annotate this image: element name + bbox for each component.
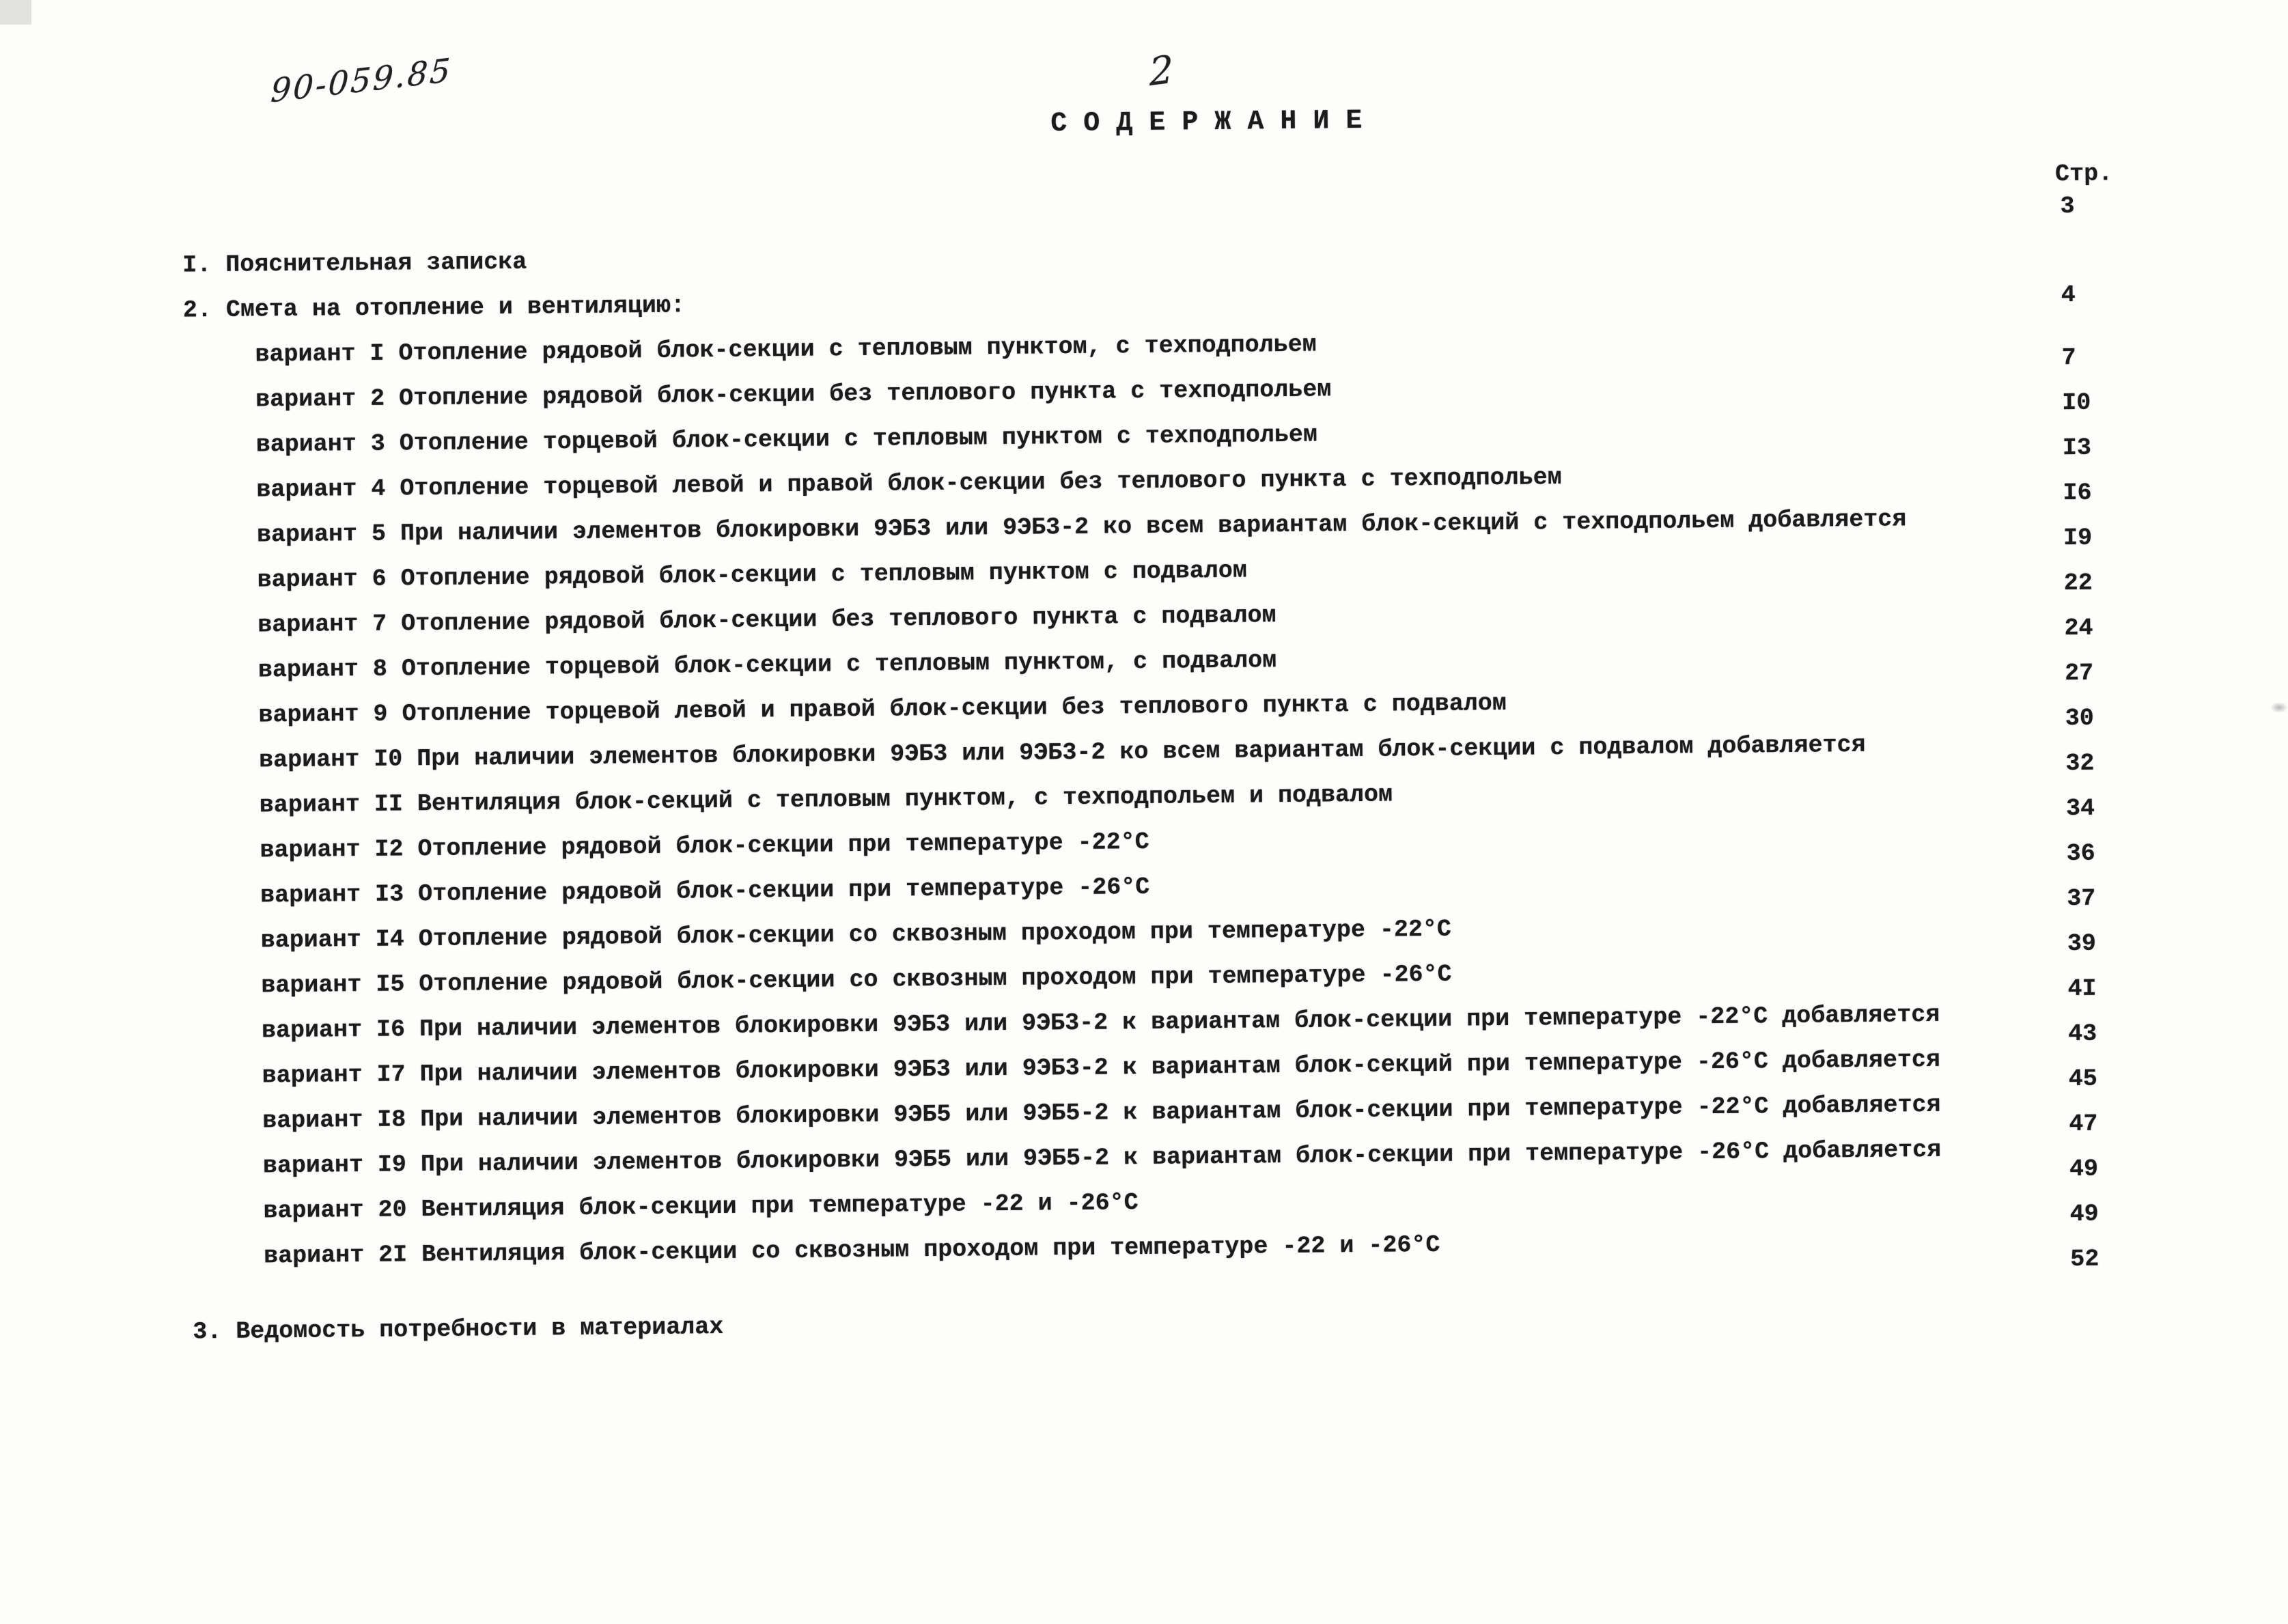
toc-entry-label: вариант 4 Отопление торцевой левой и правой блок-секции без теплового пункта с техподпольем (256, 464, 1562, 504)
toc-entry-page: 52 (2070, 1245, 2099, 1274)
toc-entry-label: 3. Ведомость потребности в материалах (193, 1313, 724, 1346)
toc-entry-page: I9 (2063, 524, 2093, 552)
toc-entry-label: вариант 9 Отопление торцевой левой и правой блок-секции без теплового пункта с подвалом (258, 689, 1507, 729)
toc-entry-page: 7 (2061, 344, 2076, 372)
toc-entry-page: 32 (2065, 749, 2095, 778)
toc-entry-label: вариант I5 Отопление рядовой блок-секции со сквозным проходом при температуре -26°С (261, 960, 1452, 1000)
toc-entry-page: 30 (2065, 704, 2094, 733)
toc-entry-page: 27 (2064, 659, 2094, 688)
handwritten-document-ref: 90-059.85 (269, 51, 454, 111)
toc-entry-page: 39 (2067, 929, 2097, 958)
toc-entry-label: вариант I2 Отопление рядовой блок-секции при температуре -22°С (260, 828, 1149, 865)
toc-entry-page: 34 (2065, 794, 2095, 823)
toc-entry-page: 45 (2068, 1065, 2098, 1093)
toc-entry-label: вариант 20 Вентиляция блок-секции при температуре -22 и -26°С (263, 1189, 1139, 1225)
toc-entry-label: вариант 8 Отопление торцевой блок-секции с тепловым пунктом, с подвалом (257, 647, 1277, 684)
toc-entry-label: вариант 2 Отопление рядовой блок-секции без теплового пункта с техподпольем (255, 376, 1332, 414)
toc-entry-label: вариант I0 При наличии элементов блокировки 9ЭБ3 или 9ЭБ3-2 ко всем вариантам блок-секции с подвалом добавляется (259, 731, 1866, 774)
toc-entry-page: 37 (2067, 884, 2096, 913)
toc-entry-page: 43 (2067, 1020, 2097, 1048)
toc-entry-page: I3 (2062, 434, 2092, 462)
toc-entry-label: вариант 2I Вентиляция блок-секции со сквозным проходом при температуре -22 и -26°С (263, 1231, 1440, 1270)
toc-entry-page: 24 (2064, 614, 2093, 643)
toc-entry (193, 1289, 2288, 1355)
toc-entry-label: вариант I7 При наличии элементов блокировки 9ЭБ3 или 9ЭБ3-2 к вариантам блок-секций при температуре -26°С добавляется (262, 1046, 1941, 1090)
toc-entry-page: 22 (2063, 569, 2093, 598)
toc-entry-page: 36 (2066, 839, 2095, 868)
toc-entry-label: вариант 3 Отопление торцевой блок-секции с тепловым пунктом с техподпольем (255, 421, 1318, 459)
toc-entry-label: вариант 5 При наличии элементов блокировки 9ЭБ3 или 9ЭБ3-2 ко всем вариантам блок-секций с техподпольем добавляется (256, 505, 1907, 549)
toc-list (182, 192, 2288, 1354)
toc-entry-page: I0 (2062, 389, 2091, 417)
toc-entry-label: вариант I Отопление рядовой блок-секции с тепловым пунктом, с техподпольем (255, 331, 1317, 369)
toc-entry-label: вариант I4 Отопление рядовой блок-секции со сквозным проходом при температуре -22°С (260, 915, 1452, 955)
toc-entry-page: 47 (2069, 1110, 2098, 1138)
toc-entry-label: 2. Смета на отопление и вентиляцию: (182, 292, 686, 324)
page-title: С О Д Е Р Ж А Н И Е (1050, 105, 1363, 140)
toc-entry-label: вариант 7 Отопление рядовой блок-секции без теплового пункта с подвалом (257, 602, 1276, 639)
toc-entry-label: вариант I8 При наличии элементов блокировки 9ЭБ5 или 9ЭБ5-2 к вариантам блок-секции при температуре -22°С добавляется (262, 1091, 1941, 1135)
toc-entry-page: 4I (2067, 975, 2097, 1003)
page-column-header: Стр. (2054, 160, 2113, 188)
toc-entry-label: вариант I9 При наличии элементов блокировки 9ЭБ5 или 9ЭБ5-2 к вариантам блок-секции при температуре -26°С добавляется (262, 1136, 1942, 1180)
toc-entry-label: I. Пояснительная записка (182, 248, 527, 279)
toc-entry-page: 49 (2069, 1155, 2099, 1184)
toc-entry-page: 49 (2069, 1200, 2099, 1229)
toc-entry-label: вариант I6 При наличии элементов блокировки 9ЭБ3 или 9ЭБ3-2 к вариантам блок-секции при температуре -22°С добавляется (261, 1000, 1940, 1045)
toc-entry-label: вариант 6 Отопление рядовой блок-секции с тепловым пунктом с подвалом (257, 557, 1248, 594)
toc-entry-page: 3 (2060, 192, 2075, 221)
toc-entry-page: I6 (2063, 479, 2092, 507)
handwritten-page-number: 2 (1148, 47, 1174, 96)
toc-entry-label: вариант II Вентиляция блок-секций с тепловым пунктом, с техподпольем и подвалом (259, 781, 1393, 820)
toc-entry-label: вариант I3 Отопление рядовой блок-секции при температуре -26°С (260, 873, 1150, 910)
toc-entry-page: 4 (2061, 281, 2076, 309)
